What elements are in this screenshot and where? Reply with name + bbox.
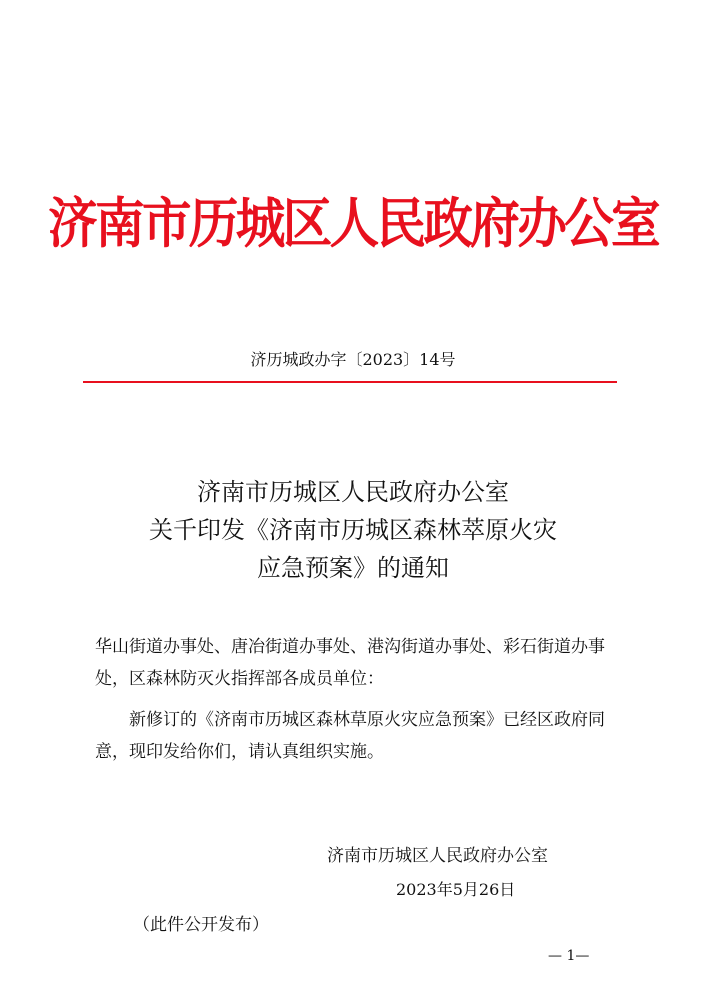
page-number: — 1— [548, 948, 590, 964]
red-divider-line [83, 381, 617, 383]
body-paragraph: 新修订的《济南市历城区森林草原火灾应急预案》已经区政府同意，现印发给你们，请认真组织实施。 [95, 710, 605, 762]
document-title [0, 473, 706, 587]
issuing-office: 济南市历城区人民政府办公室 [327, 846, 548, 866]
publication-note: （此件公开发布） [133, 915, 269, 935]
title-line-3: 应急预案》的通知 [257, 554, 449, 582]
masthead-title: 济南市历城区人民政府办公室 [48, 192, 658, 255]
addressee-paragraph: 华山街道办事处、唐冶街道办事处、港沟街道办事处、彩石街道办事处，区森林防灭火指挥部各成员单位： [95, 637, 605, 689]
title-line-1: 济南市历城区人民政府办公室 [197, 478, 509, 506]
document-number: 济历城政办字〔2023〕14号 [250, 350, 456, 369]
title-line-2: 关千印发《济南市历城区森林萃原火灾 [149, 516, 557, 544]
issue-date: 2023年5月26日 [396, 880, 516, 899]
